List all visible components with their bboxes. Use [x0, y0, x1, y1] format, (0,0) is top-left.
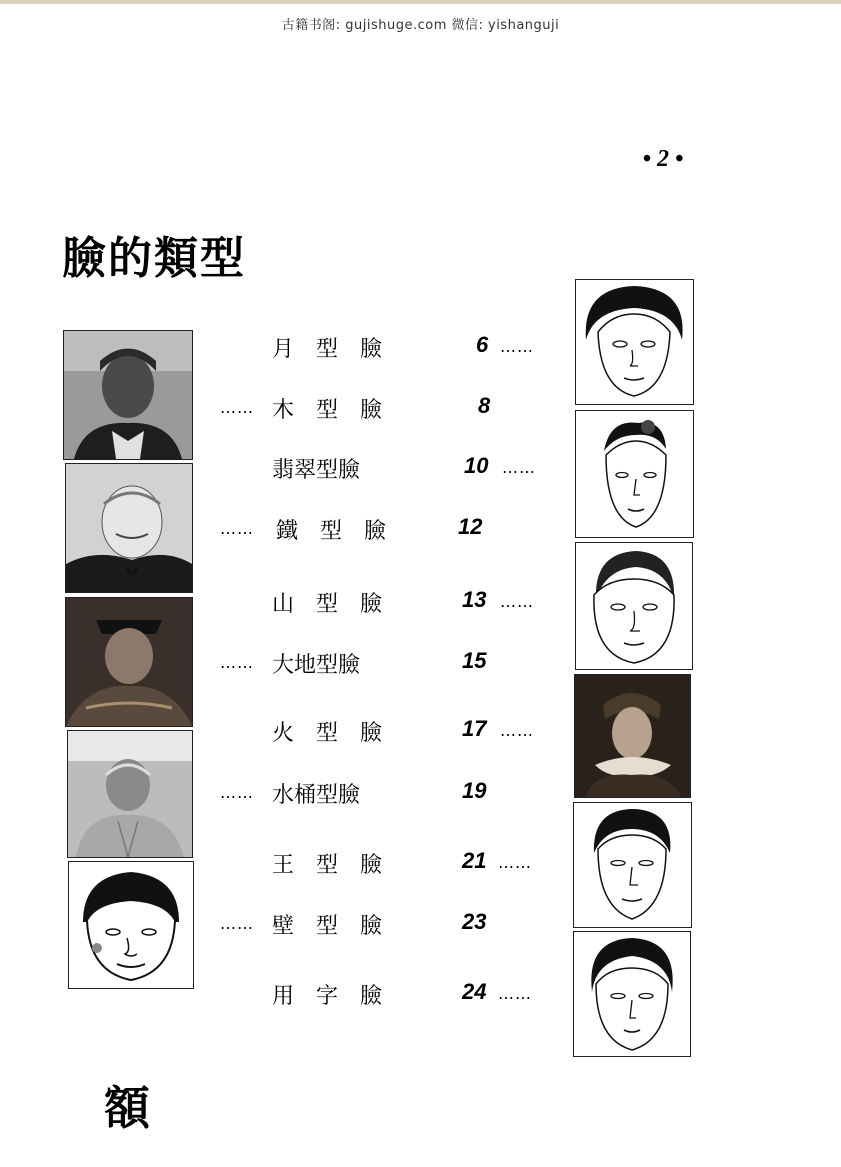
toc-entry-page: 23 [462, 909, 487, 934]
toc-entry-dots: …… [500, 337, 534, 356]
toc-entry-bucket [0, 778, 841, 808]
toc-entry-label: 鐵 型 臉 [276, 519, 387, 544]
toc-entry-page: 21 [462, 848, 487, 873]
toc-entry-page: 8 [478, 393, 491, 418]
toc-entry-page: 13 [462, 587, 487, 612]
toc-entry-page: 17 [462, 716, 487, 741]
toc-entry-label: 水桶型臉 [272, 783, 361, 808]
toc-entry-earth [0, 648, 841, 678]
toc-entry-page: 6 [476, 332, 489, 357]
toc-entry-dots: …… [498, 853, 532, 872]
page-number: • 2 • [642, 146, 684, 172]
toc-entry-moon [0, 332, 841, 362]
toc-entry-label: 山 型 臉 [272, 592, 383, 617]
toc-entry-label: 壁 型 臉 [272, 914, 383, 939]
toc-entry-mountain [0, 587, 841, 617]
toc-entry-page: 24 [462, 979, 487, 1004]
toc-entry-label: 大地型臉 [272, 653, 361, 678]
toc-entry-yong-character [0, 979, 841, 1009]
toc-entry-fire [0, 716, 841, 746]
toc-entry-label: 火 型 臉 [272, 721, 383, 746]
toc-entry-dots: …… [220, 914, 254, 933]
top-border-bar [0, 0, 841, 4]
toc-entry-wall [0, 909, 841, 939]
toc-entry-label: 王 型 臉 [272, 853, 383, 878]
toc-entry-page: 12 [458, 514, 483, 539]
toc-entry-dots: …… [500, 592, 534, 611]
toc-entry-dots: …… [220, 783, 254, 802]
toc-entry-dots: …… [500, 721, 534, 740]
toc-entry-dots: …… [220, 653, 254, 672]
toc-entry-jade [0, 453, 841, 483]
toc-entry-dots: …… [220, 519, 254, 538]
source-watermark-header: 古籍书阁: gujishuge.com 微信: yishanguji [281, 18, 560, 33]
toc-entry-page: 19 [462, 778, 487, 803]
toc-entry-iron [0, 514, 841, 544]
toc-entry-page: 15 [462, 648, 487, 673]
next-section-heading: 額 [104, 1081, 150, 1135]
toc-entry-dots: …… [502, 458, 536, 477]
toc-entry-label: 木 型 臉 [272, 398, 383, 423]
toc-entry-king [0, 848, 841, 878]
toc-entry-label: 翡翠型臉 [272, 458, 361, 483]
toc-entry-dots: …… [498, 984, 532, 1003]
toc-entry-label: 月 型 臉 [272, 337, 383, 362]
toc-entry-dots: …… [220, 398, 254, 417]
toc-entry-label: 用 字 臉 [272, 984, 383, 1009]
section-title: 臉的類型 [62, 233, 246, 284]
toc-entry-wood [0, 393, 841, 423]
toc-entry-page: 10 [464, 453, 489, 478]
